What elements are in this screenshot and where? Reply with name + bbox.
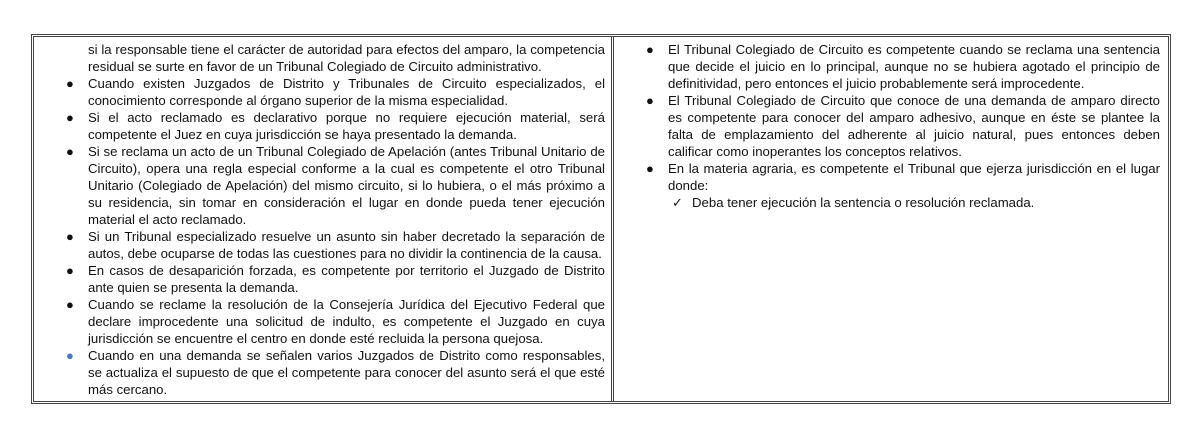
list-item-continuation: [34, 41, 605, 75]
list-item-text: Si se reclama un acto de un Tribunal Colegiado de Apelación (antes Tribunal Unitario de Circuito), opera una regla especial conforme a la cual es competente el otro Tribunal Unitario (Colegiado de Apelación) del mismo circuito, si lo hubiera, o el más próximo a su residencia, sin tomar en consideración el lugar en donde pueda tener ejecución material el acto reclamado.: [88, 144, 605, 227]
list-item-text: Cuando existen Juzgados de Distrito y Tribunales de Circuito especializados, el conocimiento corresponde al órgano superior de la misma especialidad.: [88, 76, 605, 108]
checkmark-icon: ✓: [672, 195, 683, 210]
right-bullet-list: [614, 41, 1160, 211]
list-item-text: Cuando en una demanda se señalen varios Juzgados de Distrito como responsables, se actualiza el supuesto de que el competente para conocer del asunto será el que esté más cercano.: [88, 348, 605, 397]
list-item: [34, 75, 605, 109]
list-item: [34, 296, 605, 347]
bullet-dot-icon: ●: [66, 144, 74, 159]
two-column-table: [31, 34, 1171, 404]
bullet-dot-icon: ●: [646, 42, 654, 57]
bullet-dot-icon: ●: [646, 161, 654, 176]
list-item-text: En casos de desaparición forzada, es competente por territorio el Juzgado de Distrito ante quien se presenta la demanda.: [88, 263, 605, 295]
bullet-dot-icon: ●: [66, 297, 74, 312]
list-item-text: El Tribunal Colegiado de Circuito que conoce de una demanda de amparo directo es competente para conocer del amparo adhesivo, aunque en éste se plantee la falta de emplazamiento del adherente al juicio natural, pues entonces deben calificar como inoperantes los conceptos relativos.: [668, 93, 1160, 159]
list-item-text: Si el acto reclamado es declarativo porque no requiere ejecución material, será competente el Juez en cuya jurisdicción se haya presentado la demanda.: [88, 110, 605, 142]
sub-list-item-text: Deba tener ejecución la sentencia o resolución reclamada.: [692, 195, 1035, 210]
list-item: [34, 109, 605, 143]
list-item-text: Cuando se reclame la resolución de la Consejería Jurídica del Ejecutivo Federal que declare improcedente una solicitud de indulto, es competente el Juzgado en cuya jurisdicción se encuentre el centro en donde esté recluida la persona quejosa.: [88, 297, 605, 346]
sub-list-item: [614, 194, 1160, 211]
bullet-dot-icon: ●: [66, 110, 74, 125]
list-item: [614, 92, 1160, 160]
list-item: [614, 160, 1160, 194]
list-item-text: El Tribunal Colegiado de Circuito es competente cuando se reclama una sentencia que decide el juicio en lo principal, aunque no se hubiera agotado el principio de definitividad, pero entonces el juicio probablemente será improcedente.: [668, 42, 1160, 91]
right-cell: [614, 37, 1168, 401]
bullet-dot-icon: ●: [66, 263, 74, 278]
list-item-text: En la materia agraria, es competente el Tribunal que ejerza jurisdicción en el lugar donde:: [668, 161, 1160, 193]
left-bullet-list: [34, 41, 605, 398]
left-cell: [34, 37, 614, 401]
list-item-text: Si un Tribunal especializado resuelve un asunto sin haber decretado la separación de autos, debe ocuparse de todas las cuestiones para no dividir la continencia de la causa.: [88, 229, 605, 261]
list-item: [34, 228, 605, 262]
bullet-dot-icon: ●: [646, 93, 654, 108]
list-item: [34, 143, 605, 228]
bullet-dot-icon: ●: [66, 76, 74, 91]
list-item: [34, 347, 605, 398]
list-item: [614, 41, 1160, 92]
bullet-dot-icon: ●: [66, 229, 74, 244]
continuation-text: si la responsable tiene el carácter de autoridad para efectos del amparo, la competencia residual se surte en favor de un Tribunal Colegiado de Circuito administrativo.: [88, 42, 605, 74]
list-item: [34, 262, 605, 296]
bullet-dot-icon: ●: [66, 348, 74, 363]
